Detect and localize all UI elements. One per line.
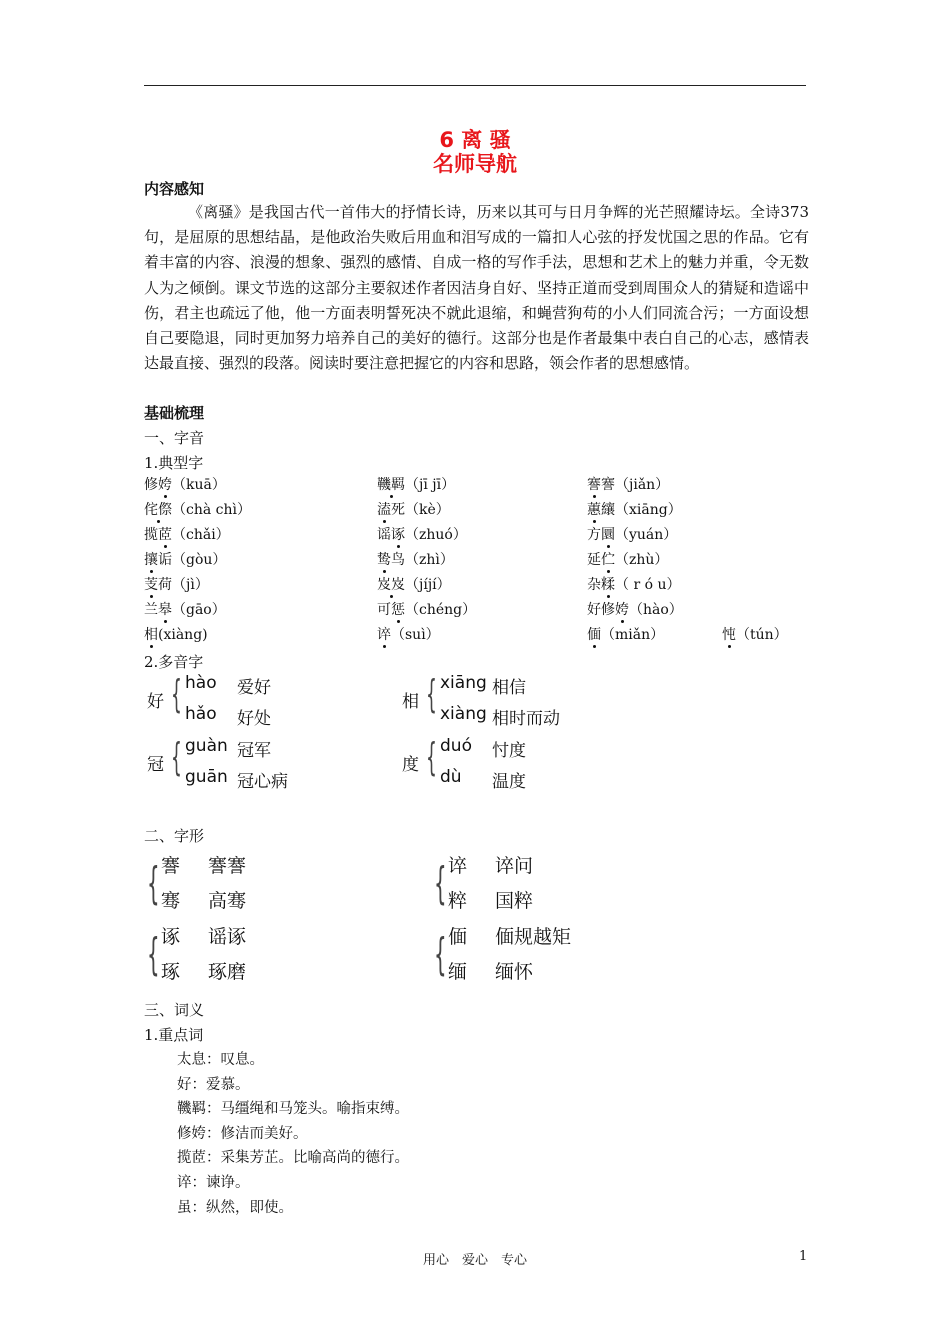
pron-reading: 诟（gòu） <box>158 552 227 568</box>
pinyin: xiāng <box>440 673 487 693</box>
pron-dotted-char: 攘 <box>144 552 158 568</box>
glyph-word: 国粹 <box>495 890 534 912</box>
page-title: 6 离 骚 <box>439 128 511 152</box>
pron-reading: （jíjí） <box>405 577 451 593</box>
pron-prefix: 杂 <box>587 577 601 593</box>
example-word: 爱好 <box>237 678 271 698</box>
definition-item: 谇：谏诤。 <box>177 1175 250 1191</box>
brace-icon: { <box>147 929 160 980</box>
pron-item <box>144 499 251 519</box>
pron-reading: 荷（jì） <box>158 577 209 593</box>
pron-dotted-char: 诼 <box>391 527 405 543</box>
pron-dotted-char: 糅 <box>601 577 615 593</box>
example-word: 温度 <box>492 772 526 792</box>
pron-item <box>722 624 788 644</box>
brace-icon: { <box>426 735 437 779</box>
polyphonic-char: 冠 <box>147 755 164 775</box>
pron-dotted-char: 鸷 <box>377 552 391 568</box>
brace-icon: { <box>426 672 437 716</box>
page-subtitle: 名师导航 <box>433 152 517 176</box>
header-rule <box>144 85 806 86</box>
pron-item <box>144 574 209 594</box>
glyph-char: 粹 <box>448 890 468 912</box>
glyph-char: 偭 <box>448 926 468 948</box>
pron-dotted-char: 皋 <box>158 602 172 618</box>
brace-icon: { <box>171 672 182 716</box>
glyph-word: 琢磨 <box>208 961 247 983</box>
page-footer: 用心 爱心 专心 <box>422 1253 527 1268</box>
sub-heading-polyphonic: 2.多音字 <box>144 653 204 671</box>
pron-item <box>144 474 226 494</box>
polyphonic-char: 好 <box>147 692 164 712</box>
pron-dotted-char: 圜 <box>601 527 615 543</box>
glyph-word: 谇问 <box>495 855 534 877</box>
pron-dotted-char: 偭 <box>587 627 601 643</box>
glyph-word: 高骞 <box>208 890 247 912</box>
pron-item <box>144 524 230 544</box>
glyph-char: 骞 <box>161 890 181 912</box>
pinyin: guàn <box>185 736 228 756</box>
pron-reading: （hào） <box>629 602 683 618</box>
example-word: 相时而动 <box>492 709 560 729</box>
pron-dotted-char: 謇 <box>587 477 601 493</box>
example-word: 冠军 <box>237 741 271 761</box>
pron-reading: （suì） <box>391 627 440 643</box>
pron-dotted-char: 姱 <box>158 477 172 493</box>
part-heading-pronunciation: 一、字音 <box>144 429 205 447</box>
pron-reading: 纕（xiāng） <box>601 502 682 518</box>
pron-prefix: 方 <box>587 527 601 543</box>
pron-reading: (xiàng) <box>158 627 208 643</box>
brace-icon: { <box>434 929 447 980</box>
pron-reading: （miǎn） <box>601 627 665 643</box>
glyph-char: 琢 <box>161 961 181 983</box>
example-word: 好处 <box>237 709 271 729</box>
sub-heading-key-words: 1.重点词 <box>144 1026 204 1044</box>
pron-dotted-char: 鞿羁 <box>377 477 405 493</box>
definition-item: 虽：纵然，即使。 <box>177 1199 293 1216</box>
pron-dotted-char: 侘傺 <box>144 502 172 518</box>
pron-dotted-char: 伫 <box>601 552 615 568</box>
part-heading-glyph: 二、字形 <box>144 827 205 845</box>
definition-item: 揽茝：采集芳芷。比喻高尚的德行。 <box>177 1150 409 1167</box>
pron-reading: （kuā） <box>172 477 226 493</box>
pron-prefix: 兰 <box>144 602 158 618</box>
pron-item <box>587 474 669 494</box>
pron-item <box>587 499 682 519</box>
brace-icon: { <box>171 735 182 779</box>
pron-item <box>587 574 681 594</box>
pron-item <box>144 624 208 644</box>
pron-item <box>377 549 454 569</box>
pinyin: xiàng <box>440 704 487 724</box>
pron-reading: （yuán） <box>615 527 678 543</box>
pron-dotted-char: 惩 <box>391 602 405 618</box>
pron-dotted-char: 相 <box>144 627 158 643</box>
pron-dotted-char: 岌岌 <box>377 577 405 593</box>
sub-heading-typical-chars: 1.典型字 <box>144 454 204 472</box>
pron-dotted-char: 茝 <box>158 527 172 543</box>
pron-reading: （zhù） <box>615 552 669 568</box>
pron-item <box>587 549 668 569</box>
pron-dotted-char: 谇 <box>377 627 391 643</box>
polyphonic-char: 度 <box>402 755 419 775</box>
pron-dotted-char: 蕙 <box>587 502 601 518</box>
example-word: 忖度 <box>492 741 526 761</box>
pron-dotted-char: 姱 <box>615 602 629 618</box>
pron-item <box>377 574 451 594</box>
pron-reading: （chà chì） <box>172 502 251 518</box>
glyph-char: 诼 <box>161 926 181 948</box>
glyph-word: 偭规越矩 <box>495 926 572 948</box>
pinyin: dù <box>440 767 462 787</box>
pinyin: hào <box>185 673 217 693</box>
glyph-char: 缅 <box>448 961 468 983</box>
definition-item: 太息：叹息。 <box>177 1052 264 1068</box>
pron-reading: （zhuó） <box>405 527 467 543</box>
pron-item <box>377 624 440 644</box>
pron-dotted-char: 忳 <box>722 627 736 643</box>
glyph-char: 谇 <box>448 855 468 877</box>
pron-prefix: 可 <box>377 602 391 618</box>
definition-item: 修姱：修洁而美好。 <box>177 1125 308 1142</box>
pron-reading: （chéng） <box>405 602 477 618</box>
pron-item <box>587 624 664 644</box>
page-number: 1 <box>799 1249 808 1264</box>
glyph-word: 谣诼 <box>208 926 247 948</box>
pron-item <box>587 599 683 619</box>
pron-reading: 鸟（zhì） <box>391 552 454 568</box>
pron-item <box>377 524 467 544</box>
pron-reading: 死（kè） <box>391 502 450 518</box>
pron-reading: （gāo） <box>172 602 226 618</box>
pinyin: hǎo <box>185 704 217 724</box>
example-word: 冠心病 <box>237 772 288 792</box>
pron-reading: （tún） <box>736 627 788 643</box>
definition-item: 鞿羁：马缰绳和马笼头。喻指束缚。 <box>177 1101 409 1118</box>
pron-dotted-char: 芰 <box>144 577 158 593</box>
pron-prefix: 揽 <box>144 527 158 543</box>
pron-dotted-char: 溘 <box>377 502 391 518</box>
pron-prefix: 延 <box>587 552 601 568</box>
pron-reading: （jī jī） <box>405 477 456 493</box>
pron-item <box>377 599 476 619</box>
part-heading-meaning: 三、词义 <box>144 1001 205 1019</box>
glyph-char: 謇 <box>161 855 181 877</box>
pron-prefix: 修 <box>144 477 158 493</box>
pinyin: duó <box>440 736 472 756</box>
example-word: 相信 <box>492 678 526 698</box>
intro-paragraph: 《离骚》是我国古代一首伟大的抒情长诗，历来以其可与日月争辉的光芒照耀诗坛。全诗373句，是屈原的思想结晶，是他政治失败后用血和泪写成的一篇扣人心弦的抒发忧国之思的作品。它有着丰富的内容、浪漫的想象、强烈的感情、自成一格的写作手法，思想和艺术上的魅力并重，令无数人为之倾倒。课文节选的这部分主要叙述作者因洁身自好、坚持正道而受到周围众人的猜疑和造谣中伤，君主也疏远了他，他一方面表明誓死决不就此退缩，和蝇营狗苟的小人们同流合污；一方面设想自己要隐退，同时更加努力培养自己的美好的德行。这部分也是作者最集中表白自己的心志，感情表达最直接、强烈的段落。阅读时要注意把握它的内容和思路，领会作者的思想感情。 <box>144 203 809 373</box>
pron-item <box>587 524 677 544</box>
brace-icon: { <box>434 858 447 909</box>
polyphonic-char: 相 <box>402 692 419 712</box>
pron-item <box>144 599 226 619</box>
glyph-word: 謇謇 <box>208 855 247 877</box>
pron-item <box>377 474 455 494</box>
pron-prefix: 谣 <box>377 527 391 543</box>
glyph-word: 缅怀 <box>495 961 534 983</box>
pron-item <box>377 499 450 519</box>
section-heading-basics: 基础梳理 <box>144 404 205 422</box>
pron-prefix: 好修 <box>587 602 615 618</box>
section-heading-content: 内容感知 <box>144 180 205 198</box>
pron-item <box>144 549 226 569</box>
definition-item: 好：爱慕。 <box>177 1076 250 1093</box>
pinyin: guān <box>185 767 228 787</box>
brace-icon: { <box>147 858 160 909</box>
pron-reading: 謇（jiǎn） <box>601 477 670 493</box>
pron-reading: （ r ó u） <box>615 577 681 593</box>
pron-reading: （chǎi） <box>172 527 230 543</box>
